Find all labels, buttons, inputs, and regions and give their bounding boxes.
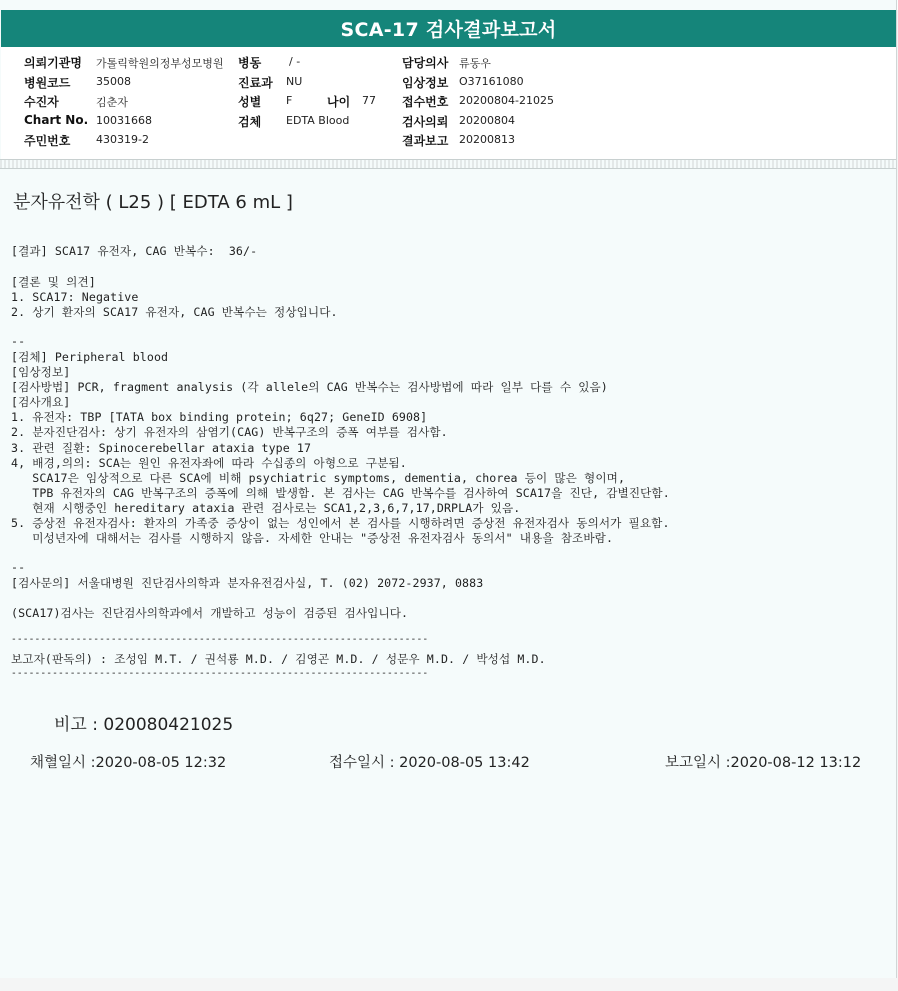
overview-item-1: 1. 유전자: TBP [TATA box binding protein; 6q27; GeneID 6908]	[11, 410, 428, 424]
inquiry-line: [검사문의] 서울대병원 진단검사의학과 분자유전검사실, T. (02) 2072-2937, 0883	[11, 576, 484, 590]
hospital-code-value: 35008	[96, 75, 131, 88]
overview-header: [검사개요]	[11, 395, 71, 409]
conclusion-item-2: 2. 상기 환자의 SCA17 유전자, CAG 반복수는 정상입니다.	[11, 305, 338, 319]
overview-item-4: 4, 배경,의의: SCA는 원인 유전자좌에 따라 수십종의 아형으로 구분됨.	[11, 456, 407, 470]
collection-datetime: 채혈일시 :2020-08-05 12:32	[30, 755, 227, 771]
age-label: 나이	[327, 95, 351, 109]
overview-item-3: 3. 관련 질환: Spinocerebellar ataxia type 17	[11, 441, 312, 455]
resident-no-label: 주민번호	[24, 134, 71, 148]
department-label: 진료과	[238, 76, 273, 90]
receipt-datetime: 접수일시 : 2020-08-05 13:42	[329, 755, 530, 771]
conclusion-item-1: 1. SCA17: Negative	[11, 290, 139, 304]
separator-1: --	[11, 334, 26, 348]
age-value: 77	[362, 94, 376, 107]
dash-line-top: -----------------------------------------------------------------------	[11, 634, 429, 645]
overview-item-4-cont-2: TPB 유전자의 CAG 반복구조의 증폭에 의해 발생함. 본 검사는 CAG 반복수를 검사하여 SCA17을 진단, 감별진단함.	[11, 486, 670, 500]
sex-label: 성별	[238, 95, 262, 109]
remark: 비고 : 020080421025	[54, 715, 234, 735]
report-datetime: 보고일시 :2020-08-12 13:12	[665, 755, 862, 771]
specimen-line: [검체] Peripheral blood	[11, 350, 169, 364]
specimen-value: EDTA Blood	[286, 114, 350, 127]
patient-label: 수진자	[24, 95, 59, 109]
overview-item-4-cont-1: SCA17은 임상적으로 다른 SCA에 비해 psychiatric symptoms, dementia, chorea 등이 많은 형이며,	[11, 471, 626, 485]
clinical-info-value: O37161080	[459, 75, 524, 88]
department-value: NU	[286, 75, 303, 88]
overview-item-5: 5. 증상전 유전자검사: 환자의 가족중 증상이 없는 성인에서 본 검사를 시행하려면 증상전 유전자검사 동의서가 필요함.	[11, 516, 670, 530]
request-date-value: 20200804	[459, 114, 515, 127]
patient-info-panel	[1, 47, 896, 159]
developed-note: (SCA17)검사는 진단검사의학과에서 개발하고 성능이 검증된 검사입니다.	[11, 606, 409, 620]
overview-item-5-cont: 미성년자에 대해서는 검사를 시행하지 않음. 자세한 안내는 "증상전 유전자검사 동의서" 내용을 참조바람.	[11, 531, 614, 545]
separator-2: --	[11, 560, 26, 574]
report-title: SCA-17 검사결과보고서	[1, 10, 896, 47]
receipt-no-value: 20200804-21025	[459, 94, 554, 107]
dash-line-bottom: -----------------------------------------------------------------------	[11, 668, 429, 679]
hospital-code-label: 병원코드	[24, 76, 71, 90]
ward-label: 병동	[238, 56, 262, 70]
clinical-info-line: [임상정보]	[11, 365, 71, 379]
reporters-line: 보고자(판독의) : 조성임 M.T. / 권석룡 M.D. / 김영곤 M.D. / 성문우 M.D. / 박성섭 M.D.	[11, 652, 546, 666]
doctor-label: 담당의사	[402, 56, 449, 70]
request-date-label: 검사의뢰	[402, 115, 449, 129]
overview-item-2: 2. 분자진단검사: 상기 유전자의 삼염기(CAG) 반복구조의 증폭 여부를 검사함.	[11, 425, 448, 439]
overview-item-4-cont-3: 현재 시행중인 hereditary ataxia 관련 검사로는 SCA1,2,3,6,7,17,DRPLA가 있음.	[11, 501, 521, 515]
doctor-value: 류동우	[459, 57, 491, 70]
chart-no-value: 10031668	[96, 114, 152, 127]
result-line: [결과] SCA17 유전자, CAG 반복수: 36/-	[11, 244, 258, 258]
header-divider	[0, 159, 896, 169]
sex-value: F	[286, 94, 293, 107]
method-line: [검사방법] PCR, fragment analysis (각 allele의 CAG 반복수는 검사방법에 따라 일부 다를 수 있음)	[11, 380, 608, 394]
requesting-org-value: 가톨릭학원의정부성모병원	[96, 57, 224, 70]
section-title: 분자유전학 ( L25 ) [ EDTA 6 mL ]	[13, 192, 293, 213]
specimen-label: 검체	[238, 115, 262, 129]
conclusion-header: [결론 및 의견]	[11, 275, 96, 289]
patient-value: 김춘자	[96, 96, 128, 109]
report-date-value: 20200813	[459, 133, 515, 146]
resident-no-value: 430319-2	[96, 133, 149, 146]
ward-value: / -	[289, 55, 301, 68]
receipt-no-label: 접수번호	[402, 95, 449, 109]
report-date-label: 결과보고	[402, 134, 449, 148]
requesting-org-label: 의뢰기관명	[24, 56, 82, 70]
clinical-info-label: 임상정보	[402, 76, 449, 90]
chart-no-label: Chart No.	[24, 113, 89, 127]
